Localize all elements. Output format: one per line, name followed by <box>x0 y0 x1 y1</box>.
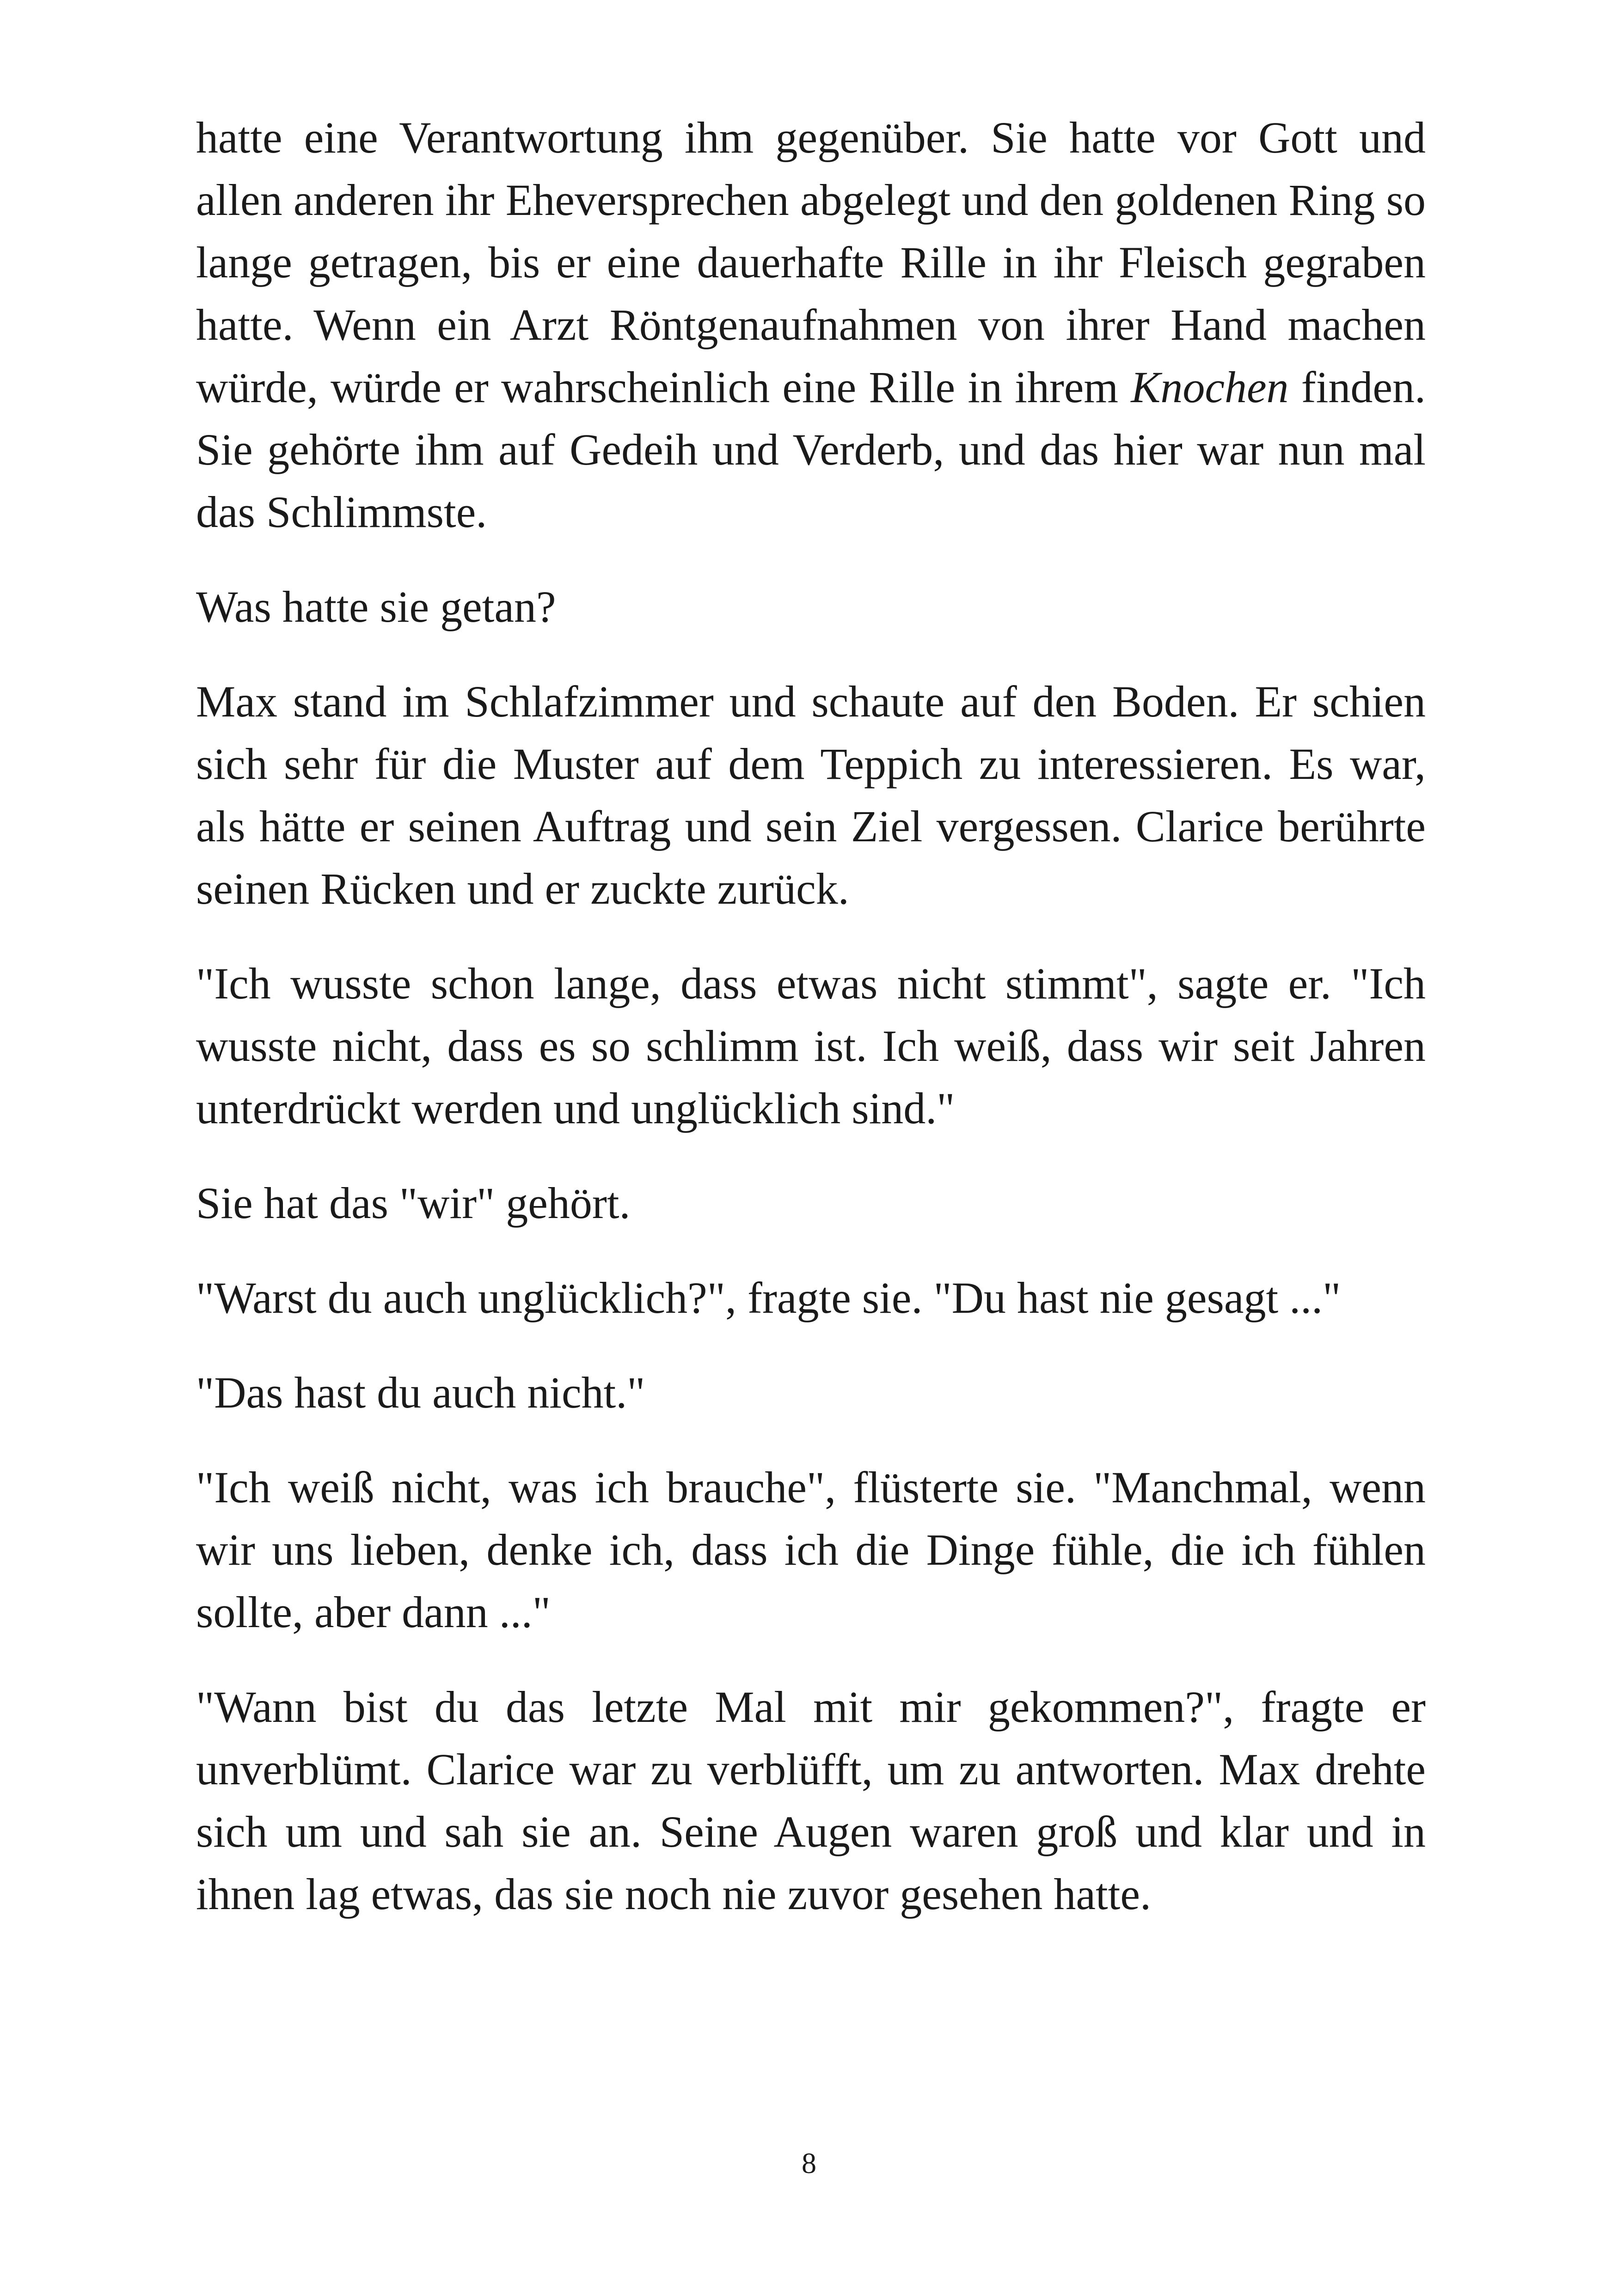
paragraph-2: Was hatte sie getan? <box>196 582 556 631</box>
paragraph-7: "Das hast du auch nicht." <box>196 1368 645 1417</box>
page-number: 8 <box>802 2147 816 2180</box>
body-text <box>196 106 1426 1925</box>
paragraph-4: "Ich wusste schon lange, dass etwas nicht stimmt", sagte er. "Ich wusste nicht, dass es so schlimm ist. Ich weiß, dass wir seit Jahren unterdrückt werden und unglücklich sind." <box>196 959 1426 1133</box>
paragraph-9: "Wann bist du das letzte Mal mit mir gekommen?", fragte er unverblümt. Clarice war zu verblüfft, um zu antworten. Max drehte sich um und sah sie an. Seine Augen waren groß und klar und in ihnen lag etwas, das sie noch nie zuvor gesehen hatte. <box>196 1682 1426 1919</box>
paragraph-1-emphasis: Knochen <box>1131 362 1289 412</box>
paragraph-3: Max stand im Schlafzimmer und schaute auf den Boden. Er schien sich sehr für die Muster auf dem Teppich zu interessieren. Es war, als hätte er seinen Auftrag und sein Ziel vergessen. Clarice berührte seinen Rücken und er zuckte zurück. <box>196 677 1426 913</box>
paragraph-8: "Ich weiß nicht, was ich brauche", flüsterte sie. "Manchmal, wenn wir uns lieben, denke ich, dass ich die Dinge fühle, die ich fühlen sollte, aber dann ..." <box>196 1463 1426 1637</box>
paragraph-1-after: finden. Sie gehörte ihm auf Gedeih und Verderb, und das hier war nun mal das Schlimmste. <box>196 362 1426 537</box>
paragraph-6: "Warst du auch unglücklich?", fragte sie. "Du hast nie gesagt ..." <box>196 1273 1341 1322</box>
paragraph-5: Sie hat das "wir" gehört. <box>196 1178 631 1228</box>
paragraph-1 <box>196 106 1426 543</box>
paragraph-1-before: hatte eine Verantwortung ihm gegenüber. Sie hatte vor Gott und allen anderen ihr Eheversprechen abgelegt und den goldenen Ring so lange getragen, bis er eine dauerhafte Rille in ihr Fleisch gegraben hatte. Wenn ein Arzt Röntgenaufnahmen von ihrer Hand machen würde, würde er wahrscheinlich eine Rille in ihrem <box>196 113 1426 412</box>
